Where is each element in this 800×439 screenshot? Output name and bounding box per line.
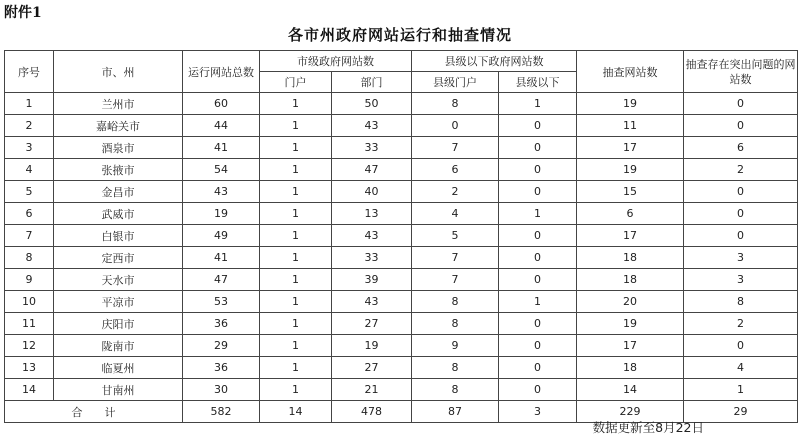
- cell-below-county: 1: [499, 291, 577, 313]
- cell-total: 54: [183, 159, 260, 181]
- cell-total: 53: [183, 291, 260, 313]
- cell-county-portal: 0: [412, 115, 499, 137]
- cell-city-dept: 19: [332, 335, 412, 357]
- table-row: [5, 93, 798, 115]
- cell-problem: 6: [684, 137, 798, 159]
- cell-total: 36: [183, 313, 260, 335]
- cell-city-dept: 39: [332, 269, 412, 291]
- cell-total: 29: [183, 335, 260, 357]
- totals-county-portal: 87: [412, 401, 499, 423]
- totals-total: 582: [183, 401, 260, 423]
- cell-problem: 0: [684, 181, 798, 203]
- cell-city-portal: 1: [260, 203, 332, 225]
- cell-total: 49: [183, 225, 260, 247]
- cell-city: 甘南州: [54, 379, 183, 401]
- totals-problem: 29: [684, 401, 798, 423]
- cell-problem: 3: [684, 269, 798, 291]
- cell-city-portal: 1: [260, 181, 332, 203]
- cell-total: 47: [183, 269, 260, 291]
- cell-county-portal: 7: [412, 247, 499, 269]
- cell-city-portal: 1: [260, 115, 332, 137]
- header-county-portal: 县级门户: [412, 72, 499, 93]
- cell-city: 庆阳市: [54, 313, 183, 335]
- cell-total: 30: [183, 379, 260, 401]
- cell-county-portal: 2: [412, 181, 499, 203]
- cell-total: 41: [183, 137, 260, 159]
- cell-city: 嘉峪关市: [54, 115, 183, 137]
- table-row: [5, 181, 798, 203]
- cell-inspected: 14: [577, 379, 684, 401]
- totals-city-dept: 478: [332, 401, 412, 423]
- cell-city-dept: 27: [332, 357, 412, 379]
- cell-seq: 8: [5, 247, 54, 269]
- cell-problem: 0: [684, 335, 798, 357]
- cell-below-county: 1: [499, 93, 577, 115]
- cell-seq: 1: [5, 93, 54, 115]
- cell-below-county: 0: [499, 379, 577, 401]
- table-row: [5, 203, 798, 225]
- cell-city: 定西市: [54, 247, 183, 269]
- header-city-dept: 部门: [332, 72, 412, 93]
- cell-seq: 4: [5, 159, 54, 181]
- cell-county-portal: 8: [412, 379, 499, 401]
- cell-city: 兰州市: [54, 93, 183, 115]
- cell-seq: 2: [5, 115, 54, 137]
- header-below-county: 县级以下: [499, 72, 577, 93]
- cell-total: 44: [183, 115, 260, 137]
- header-city-portal: 门户: [260, 72, 332, 93]
- cell-problem: 3: [684, 247, 798, 269]
- cell-problem: 2: [684, 313, 798, 335]
- totals-label: 合 计: [5, 401, 183, 423]
- cell-seq: 3: [5, 137, 54, 159]
- cell-city-portal: 1: [260, 247, 332, 269]
- header-total: 运行网站总数: [183, 51, 260, 93]
- table-row: [5, 335, 798, 357]
- totals-below-county: 3: [499, 401, 577, 423]
- cell-city-portal: 1: [260, 313, 332, 335]
- cell-city-dept: 50: [332, 93, 412, 115]
- cell-inspected: 17: [577, 225, 684, 247]
- cell-inspected: 17: [577, 137, 684, 159]
- cell-county-portal: 5: [412, 225, 499, 247]
- attachment-label: 附件1: [4, 5, 42, 21]
- cell-county-portal: 6: [412, 159, 499, 181]
- cell-city-portal: 1: [260, 357, 332, 379]
- cell-problem: 0: [684, 203, 798, 225]
- cell-below-county: 0: [499, 357, 577, 379]
- cell-inspected: 18: [577, 357, 684, 379]
- cell-inspected: 18: [577, 269, 684, 291]
- cell-seq: 6: [5, 203, 54, 225]
- cell-below-county: 0: [499, 137, 577, 159]
- cell-problem: 4: [684, 357, 798, 379]
- table-row: [5, 379, 798, 401]
- totals-city-portal: 14: [260, 401, 332, 423]
- cell-below-county: 0: [499, 335, 577, 357]
- cell-city: 武威市: [54, 203, 183, 225]
- cell-problem: 0: [684, 93, 798, 115]
- cell-county-portal: 8: [412, 291, 499, 313]
- cell-city: 白银市: [54, 225, 183, 247]
- cell-below-county: 0: [499, 313, 577, 335]
- cell-total: 19: [183, 203, 260, 225]
- cell-city: 陇南市: [54, 335, 183, 357]
- cell-inspected: 11: [577, 115, 684, 137]
- cell-city-dept: 33: [332, 247, 412, 269]
- cell-below-county: 0: [499, 115, 577, 137]
- cell-city: 临夏州: [54, 357, 183, 379]
- cell-seq: 9: [5, 269, 54, 291]
- table-row: [5, 269, 798, 291]
- cell-city-dept: 13: [332, 203, 412, 225]
- cell-inspected: 6: [577, 203, 684, 225]
- cell-problem: 0: [684, 115, 798, 137]
- table-row: [5, 225, 798, 247]
- cell-problem: 1: [684, 379, 798, 401]
- table-row: [5, 291, 798, 313]
- cell-seq: 7: [5, 225, 54, 247]
- cell-below-county: 0: [499, 269, 577, 291]
- cell-below-county: 1: [499, 203, 577, 225]
- cell-inspected: 19: [577, 159, 684, 181]
- cell-total: 43: [183, 181, 260, 203]
- cell-seq: 12: [5, 335, 54, 357]
- cell-below-county: 0: [499, 225, 577, 247]
- website-stats-table: [4, 50, 798, 423]
- cell-city-portal: 1: [260, 159, 332, 181]
- cell-seq: 11: [5, 313, 54, 335]
- cell-city-portal: 1: [260, 379, 332, 401]
- cell-city-dept: 27: [332, 313, 412, 335]
- cell-inspected: 19: [577, 93, 684, 115]
- cell-problem: 2: [684, 159, 798, 181]
- cell-city-dept: 33: [332, 137, 412, 159]
- table-row: [5, 137, 798, 159]
- cell-city: 酒泉市: [54, 137, 183, 159]
- cell-problem: 8: [684, 291, 798, 313]
- page-title: 各市州政府网站运行和抽查情况: [287, 26, 512, 44]
- cell-city-portal: 1: [260, 137, 332, 159]
- table-body: [5, 93, 798, 401]
- cell-city-dept: 43: [332, 291, 412, 313]
- cell-city-dept: 43: [332, 115, 412, 137]
- cell-county-portal: 9: [412, 335, 499, 357]
- cell-county-portal: 8: [412, 93, 499, 115]
- cell-below-county: 0: [499, 247, 577, 269]
- cell-city: 张掖市: [54, 159, 183, 181]
- table-row: [5, 313, 798, 335]
- cell-problem: 0: [684, 225, 798, 247]
- header-problem: 抽查存在突出问题的网站数: [684, 51, 798, 93]
- cell-city-portal: 1: [260, 93, 332, 115]
- cell-seq: 10: [5, 291, 54, 313]
- cell-below-county: 0: [499, 181, 577, 203]
- header-inspected: 抽查网站数: [577, 51, 684, 93]
- cell-county-portal: 4: [412, 203, 499, 225]
- cell-seq: 13: [5, 357, 54, 379]
- update-note: 数据更新至8月22日: [592, 420, 704, 435]
- cell-city: 金昌市: [54, 181, 183, 203]
- cell-inspected: 19: [577, 313, 684, 335]
- cell-county-portal: 8: [412, 357, 499, 379]
- cell-city-portal: 1: [260, 269, 332, 291]
- table-row: [5, 159, 798, 181]
- cell-city-portal: 1: [260, 225, 332, 247]
- cell-county-portal: 7: [412, 137, 499, 159]
- cell-city-dept: 21: [332, 379, 412, 401]
- header-city-level: 市级政府网站数: [260, 51, 412, 72]
- table-row: [5, 115, 798, 137]
- cell-city-portal: 1: [260, 291, 332, 313]
- totals-inspected: 229: [577, 401, 684, 423]
- cell-county-portal: 7: [412, 269, 499, 291]
- cell-city-dept: 47: [332, 159, 412, 181]
- cell-total: 36: [183, 357, 260, 379]
- cell-seq: 14: [5, 379, 54, 401]
- cell-city: 天水市: [54, 269, 183, 291]
- header-seq: 序号: [5, 51, 54, 93]
- cell-seq: 5: [5, 181, 54, 203]
- table-row: [5, 357, 798, 379]
- cell-inspected: 18: [577, 247, 684, 269]
- cell-city: 平凉市: [54, 291, 183, 313]
- header-county-level: 县级以下政府网站数: [412, 51, 577, 72]
- cell-inspected: 20: [577, 291, 684, 313]
- cell-city-dept: 40: [332, 181, 412, 203]
- cell-county-portal: 8: [412, 313, 499, 335]
- table-row: [5, 247, 798, 269]
- cell-inspected: 17: [577, 335, 684, 357]
- cell-inspected: 15: [577, 181, 684, 203]
- cell-city-dept: 43: [332, 225, 412, 247]
- cell-below-county: 0: [499, 159, 577, 181]
- cell-total: 60: [183, 93, 260, 115]
- cell-total: 41: [183, 247, 260, 269]
- header-city: 市、州: [54, 51, 183, 93]
- cell-city-portal: 1: [260, 335, 332, 357]
